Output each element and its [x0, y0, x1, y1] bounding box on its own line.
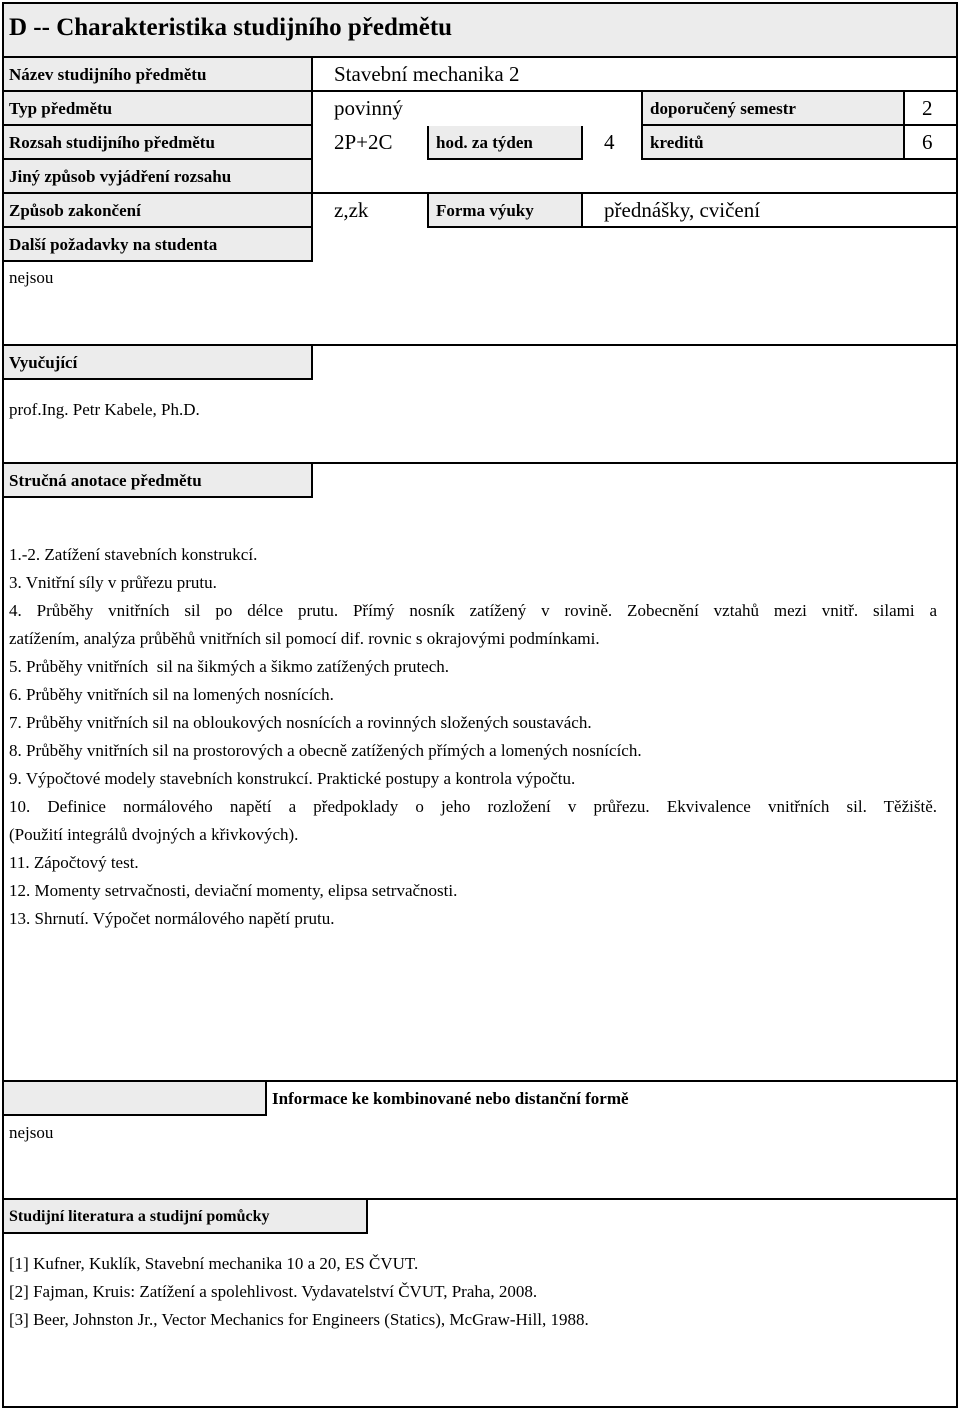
- requirements-text: nejsou: [9, 268, 54, 287]
- annotation-line: 11. Zápočtový test.: [9, 853, 139, 872]
- form-value: přednášky, cvičení: [604, 198, 761, 222]
- semester-value: 2: [922, 96, 933, 120]
- subject-type-label: Typ předmětu: [9, 99, 113, 118]
- annotation-line: 5. Průběhy vnitřních sil na šikmých a šikmo zatížených prutech.: [9, 657, 450, 676]
- value-cell-form: [581, 194, 958, 228]
- semester-label: doporučený semestr: [650, 99, 796, 118]
- completion-label: Způsob zakončení: [9, 201, 141, 220]
- literature-label: Studijní literatura a studijní pomůcky: [9, 1208, 270, 1225]
- annotation-line: (Použití integrálů dvojných a křivkových).: [9, 825, 299, 844]
- annotation-line: 13. Shrnutí. Výpočet normálového napětí prutu.: [9, 909, 335, 928]
- other-scope-label: Jiný způsob vyjádření rozsahu: [9, 167, 232, 186]
- annotation-line: 6. Průběhy vnitřních sil na lomených nosnících.: [9, 685, 334, 704]
- page-title: D -- Charakteristika studijního předmětu: [9, 14, 453, 41]
- annotation-line: 8. Průběhy vnitřních sil na prostorových a obecně zatížených přímých a lomených nosnících.: [9, 741, 642, 760]
- annotation-line: 3. Vnitřní síly v průřezu prutu.: [9, 573, 217, 592]
- scope-value: 2P+2C: [334, 130, 393, 154]
- hours-value: 4: [604, 130, 615, 154]
- annotation-line: 9. Výpočtové modely stavebních konstrukcí. Praktické postupy a kontrola výpočtu.: [9, 769, 576, 788]
- literature-item: [1] Kufner, Kuklík, Stavební mechanika 10 a 20, ES ČVUT.: [9, 1254, 419, 1273]
- requirements-label: Další požadavky na studenta: [9, 235, 218, 254]
- value-cell-name: [311, 58, 958, 92]
- value-cell-credits: [903, 126, 958, 160]
- annotation-line: 1.-2. Zatížení stavebních konstrukcí.: [9, 545, 258, 564]
- hours-label: hod. za týden: [436, 133, 533, 152]
- annotation-line: 12. Momenty setrvačnosti, deviační momenty, elipsa setrvačnosti.: [9, 881, 458, 900]
- scope-label: Rozsah studijního předmětu: [9, 133, 215, 152]
- credits-label: kreditů: [650, 133, 704, 152]
- subject-type-value: povinný: [334, 96, 403, 120]
- credits-value: 6: [922, 130, 933, 154]
- annotation-line: 10. Definice normálového napětí a předpoklady o jeho rozložení v průřezu. Ekvivalence vnitřních sil. Těžiště.: [9, 797, 937, 816]
- form-label: Forma výuky: [436, 201, 534, 220]
- completion-value: z,zk: [334, 198, 369, 222]
- teachers-label: Vyučující: [9, 353, 78, 372]
- distance-text: nejsou: [9, 1123, 54, 1142]
- subject-name-value: Stavební mechanika 2: [334, 62, 520, 86]
- subject-name-label: Název studijního předmětu: [9, 65, 207, 84]
- annotation-label: Stručná anotace předmětu: [9, 471, 202, 490]
- distance-label: Informace ke kombinované nebo distanční formě: [272, 1089, 629, 1108]
- teachers-text: prof.Ing. Petr Kabele, Ph.D.: [9, 400, 200, 419]
- annotation-line: zatížením, analýza průběhů vnitřních sil pomocí dif. rovnic s okrajovými podmínkami.: [9, 629, 600, 648]
- value-cell-semester: [903, 92, 958, 126]
- annotation-line: 4. Průběhy vnitřních sil po délce prutu. Přímý nosník zatížený v rovině. Zobecnění vztahů mezi vnitř. silami a: [9, 601, 937, 620]
- annotation-line: 7. Průběhy vnitřních sil na obloukových nosnících a rovinných složených soustavách.: [9, 713, 592, 732]
- distance-left-cell: [2, 1082, 267, 1116]
- value-cell-other-scope: [311, 160, 958, 194]
- literature-item: [3] Beer, Johnston Jr., Vector Mechanics for Engineers (Statics), McGraw-Hill, 1988.: [9, 1310, 589, 1329]
- literature-item: [2] Fajman, Kruis: Zatížení a spolehlivost. Vydavatelství ČVUT, Praha, 2008.: [9, 1282, 538, 1301]
